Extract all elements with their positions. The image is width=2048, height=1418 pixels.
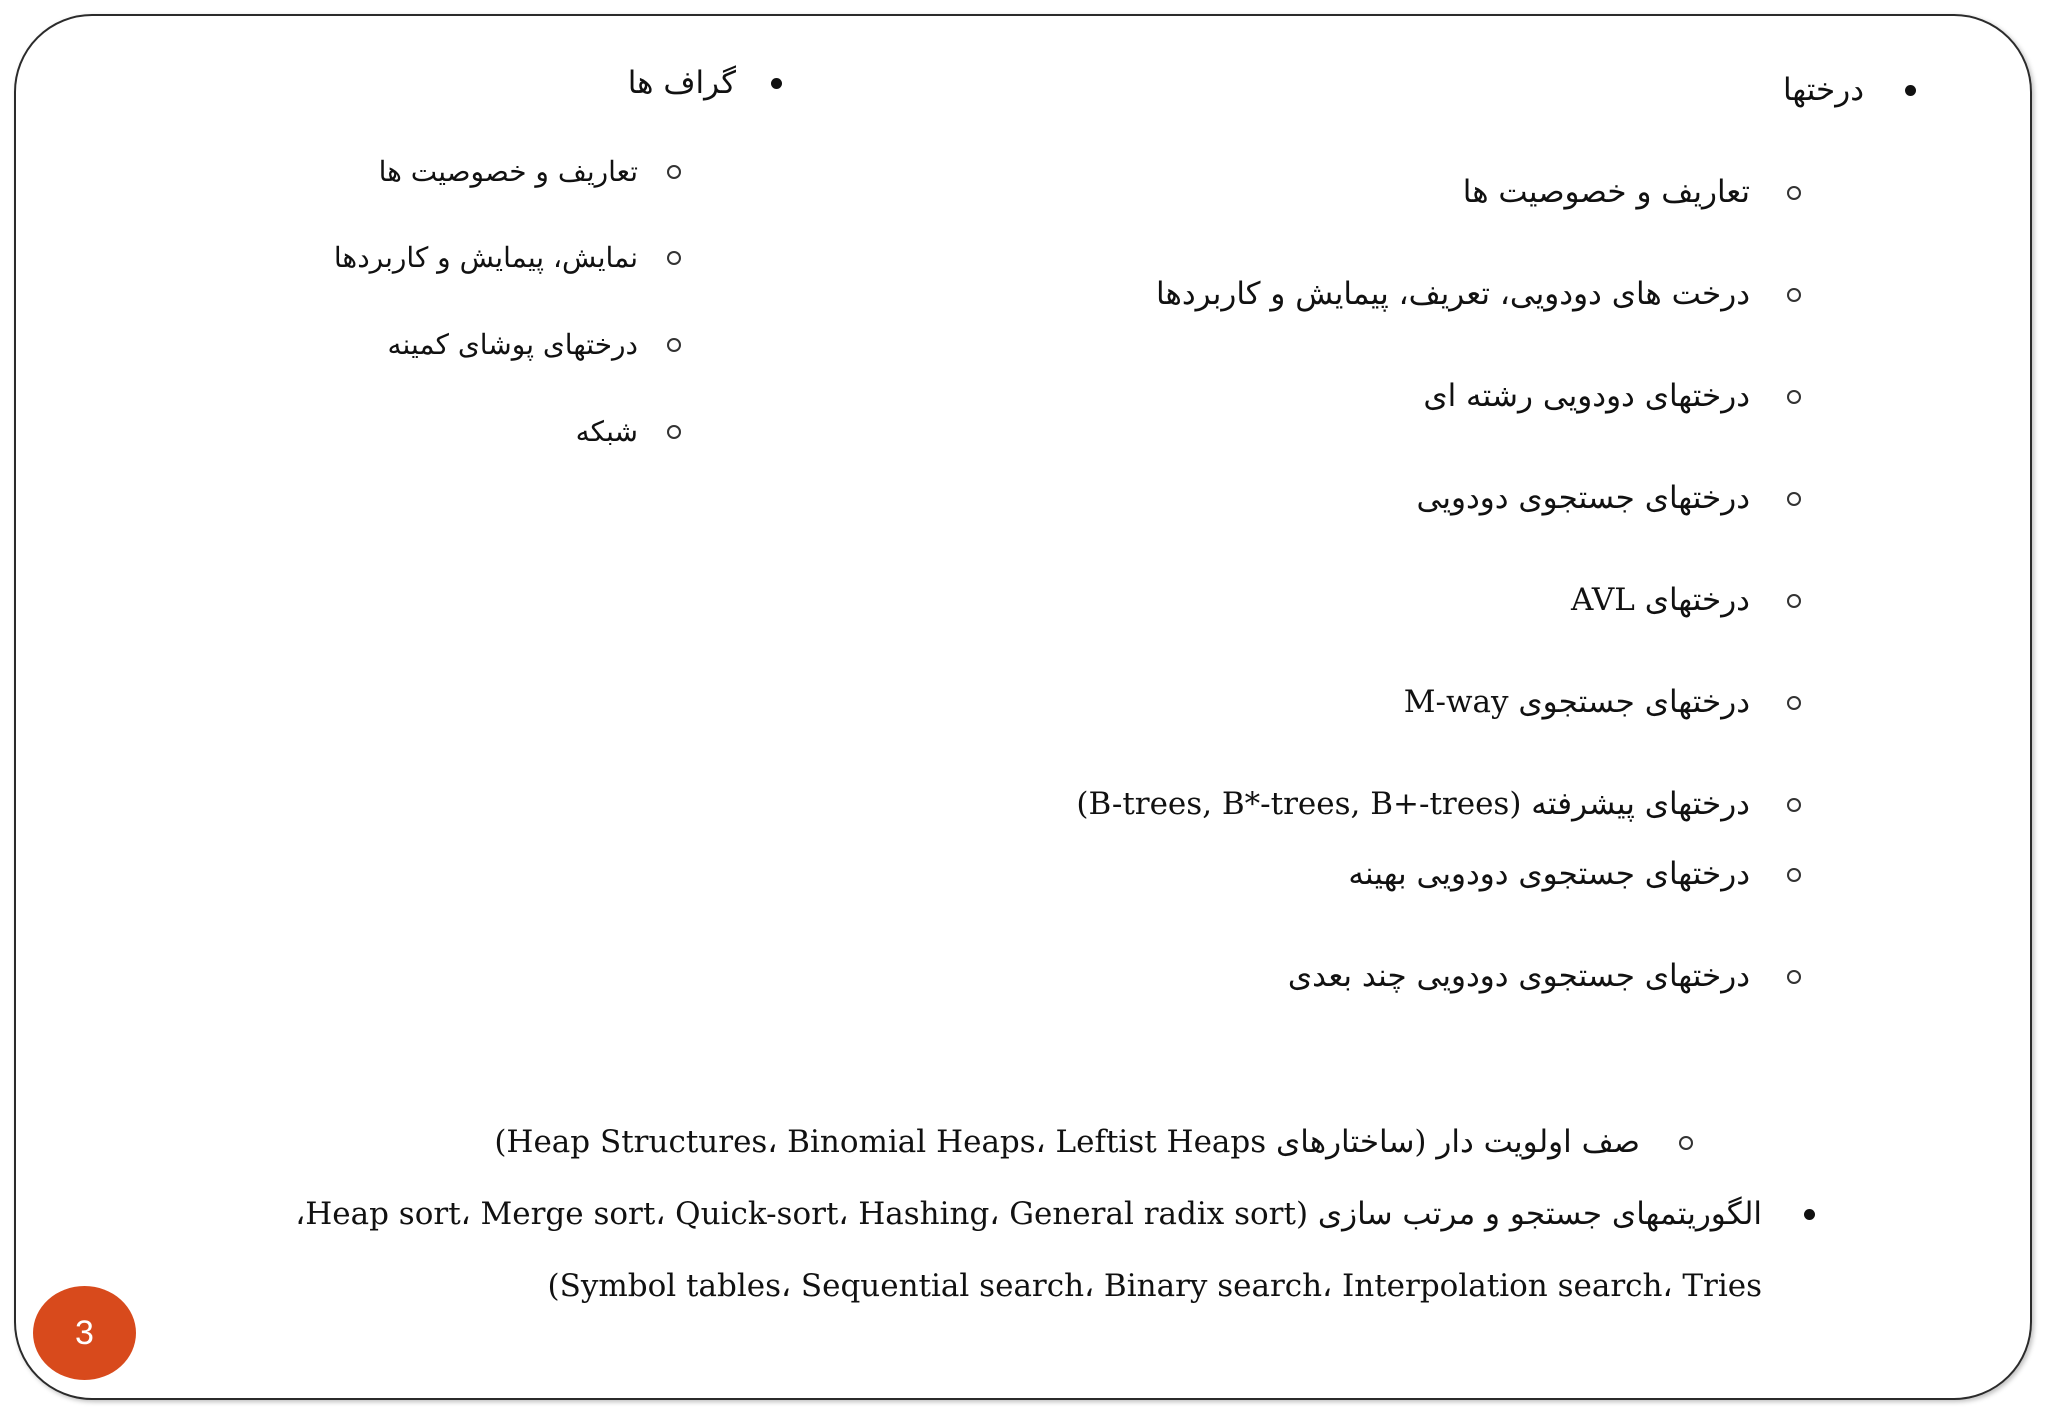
priority-queue-bullet-icon <box>1679 1136 1693 1150</box>
trees-item: درختهای جستجوی دودویی چند بعدی <box>1287 958 1750 994</box>
page-number-badge: 3 <box>33 1286 136 1380</box>
algorithms-line-2: Symbol tables، Sequential search، Binary search، Interpolation search، Tries) <box>547 1268 1762 1304</box>
trees-item: درخت های دودویی، تعریف، پیمایش و کاربردها <box>1156 276 1750 312</box>
trees-item-bullet-icon <box>1787 970 1801 984</box>
trees-item-bullet-icon <box>1787 288 1801 302</box>
trees-item: درختهای پیشرفته (B-trees, B*-trees, B+-trees) <box>1076 786 1750 822</box>
graphs-bullet-icon <box>771 78 782 89</box>
graphs-item: نمایش، پیمایش و کاربردها <box>333 241 638 274</box>
graphs-item-bullet-icon <box>667 251 681 265</box>
algorithms-line-1: الگوریتمهای جستجو و مرتب سازی (Heap sort، Merge sort، Quick-sort، Hashing، General radix sort، <box>295 1196 1762 1232</box>
graphs-item: درختهای پوشای کمینه <box>387 328 638 361</box>
graphs-item-bullet-icon <box>667 165 681 179</box>
graphs-item: شبکه <box>575 415 638 448</box>
graphs-item-bullet-icon <box>667 425 681 439</box>
trees-item: درختهای جستجوی M-way <box>1403 684 1750 720</box>
algorithms-bullet-icon <box>1804 1209 1815 1220</box>
trees-item: تعاریف و خصوصیت ها <box>1462 174 1750 210</box>
graphs-item-bullet-icon <box>667 338 681 352</box>
trees-item-bullet-icon <box>1787 186 1801 200</box>
graphs-heading: گراف ها <box>627 65 736 101</box>
trees-item-bullet-icon <box>1787 594 1801 608</box>
trees-item-bullet-icon <box>1787 492 1801 506</box>
trees-item: درختهای جستجوی دودویی <box>1416 480 1750 516</box>
priority-queue-item: صف اولویت دار (ساختارهای Heap Structures، Binomial Heaps، Leftist Heaps) <box>494 1124 1640 1160</box>
trees-item-bullet-icon <box>1787 798 1801 812</box>
trees-item: درختهای دودویی رشته ای <box>1423 378 1750 414</box>
trees-bullet-icon <box>1905 85 1916 96</box>
trees-item-bullet-icon <box>1787 390 1801 404</box>
trees-heading: درختها <box>1782 72 1864 108</box>
trees-item: درختهای AVL <box>1571 582 1750 618</box>
graphs-item: تعاریف و خصوصیت ها <box>378 155 638 188</box>
trees-item-bullet-icon <box>1787 868 1801 882</box>
trees-item: درختهای جستجوی دودویی بهینه <box>1348 856 1750 892</box>
trees-item-bullet-icon <box>1787 696 1801 710</box>
